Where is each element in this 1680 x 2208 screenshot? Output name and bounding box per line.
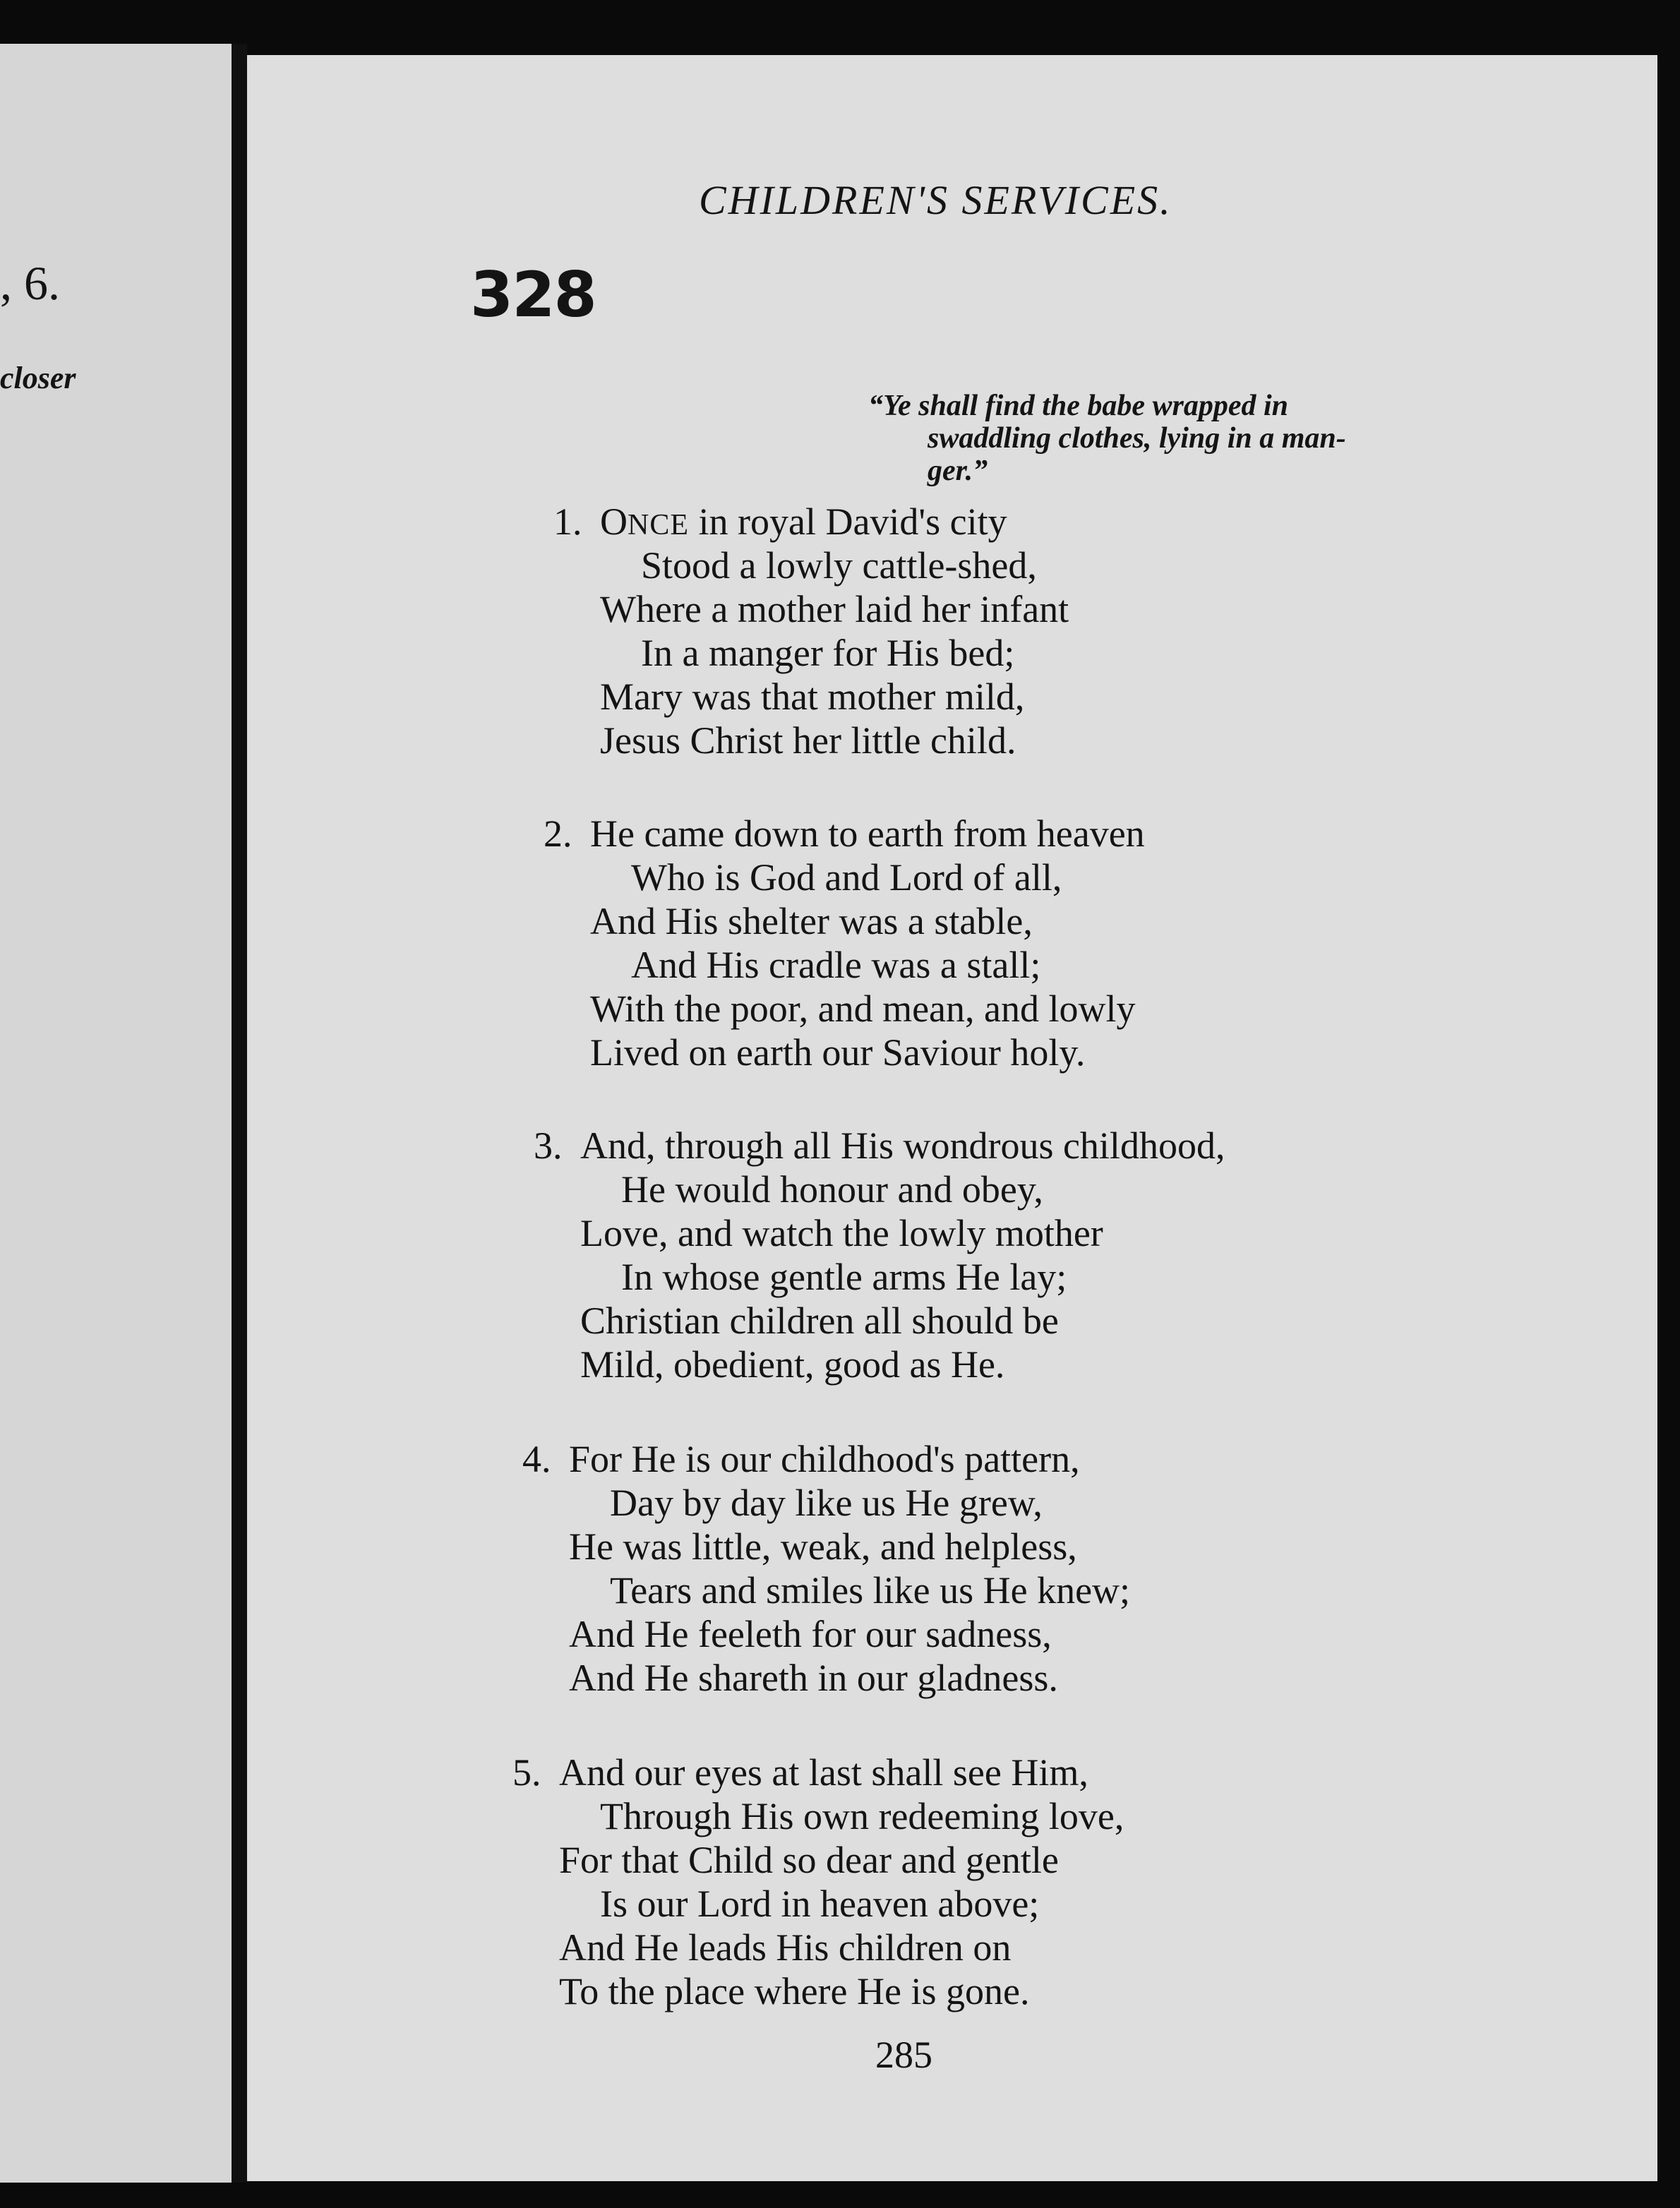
page-number: 285 bbox=[875, 2034, 932, 2076]
stanza-number: 2. bbox=[544, 812, 572, 855]
verse-line: Who is God and Lord of all, bbox=[631, 856, 1062, 899]
epigraph-line: swaddling clothes, lying in a man- bbox=[928, 422, 1346, 455]
small-caps-word: NCE bbox=[628, 509, 689, 541]
verse-line bbox=[522, 1437, 1487, 1481]
stanza-4 bbox=[522, 1437, 1487, 1700]
stanza-number: 4. bbox=[522, 1438, 551, 1480]
verse-line: Lived on earth our Saviour holy. bbox=[590, 1031, 1086, 1074]
verse-text: For He is our childhood's pattern, bbox=[569, 1438, 1080, 1480]
verse-text: He came down to earth from heaven bbox=[590, 812, 1145, 855]
stanza-1 bbox=[553, 500, 1518, 762]
epigraph-line: “Ye shall find the babe wrapped in bbox=[868, 390, 1289, 422]
verse-line: Mary was that mother mild, bbox=[600, 676, 1025, 718]
drop-initial: O bbox=[600, 500, 628, 543]
left-page-text-fragment: , 6. bbox=[0, 256, 60, 310]
verse-line: He would honour and obey, bbox=[621, 1168, 1043, 1211]
hymn-number: 328 bbox=[470, 258, 596, 331]
verse-line: Stood a lowly cattle-shed, bbox=[641, 544, 1037, 587]
verse-text: And, through all His wondrous childhood, bbox=[580, 1124, 1225, 1167]
verse-line: Where a mother laid her infant bbox=[600, 588, 1069, 630]
stanza-2 bbox=[544, 812, 1508, 1074]
verse-text: in royal David's city bbox=[689, 500, 1007, 543]
verse-line: And He feeleth for our sadness, bbox=[569, 1613, 1052, 1655]
left-page-text-fragment: closer bbox=[0, 361, 76, 395]
running-head: CHILDREN'S SERVICES. bbox=[699, 177, 1172, 223]
epigraph-line: ger.” bbox=[928, 455, 988, 487]
verse-line: And He leads His children on bbox=[559, 1926, 1012, 1969]
verse-line bbox=[512, 1751, 1477, 1794]
verse-line: Through His own redeeming love, bbox=[600, 1795, 1124, 1837]
stanza-3 bbox=[534, 1124, 1498, 1386]
verse-line: And His shelter was a stable, bbox=[590, 900, 1033, 942]
verse-line: And His cradle was a stall; bbox=[631, 944, 1041, 986]
verse-line: For that Child so dear and gentle bbox=[559, 1839, 1059, 1881]
verse-line: And He shareth in our gladness. bbox=[569, 1657, 1058, 1699]
verse-line: He was little, weak, and helpless, bbox=[569, 1525, 1077, 1568]
verse-line: In whose gentle arms He lay; bbox=[621, 1256, 1067, 1298]
verse-line bbox=[544, 812, 1508, 856]
verse-text: And our eyes at last shall see Him, bbox=[559, 1751, 1088, 1794]
stanza-number: 3. bbox=[534, 1124, 563, 1167]
verse-line: Day by day like us He grew, bbox=[610, 1482, 1043, 1524]
verse-line: Love, and watch the lowly mother bbox=[580, 1212, 1103, 1254]
verse-line: Tears and smiles like us He knew; bbox=[610, 1569, 1131, 1612]
verse-line bbox=[534, 1124, 1498, 1168]
verse-line: With the poor, and mean, and lowly bbox=[590, 988, 1136, 1030]
verse-line: Is our Lord in heaven above; bbox=[600, 1883, 1040, 1925]
stanza-5 bbox=[512, 1751, 1477, 2013]
epigraph bbox=[868, 390, 1489, 487]
left-page-edge bbox=[0, 44, 232, 2183]
verse-line bbox=[553, 500, 1518, 544]
verse-line: Christian children all should be bbox=[580, 1300, 1059, 1342]
book-gutter bbox=[232, 44, 247, 2183]
stanza-number: 5. bbox=[512, 1751, 541, 1794]
verse-line: Jesus Christ her little child. bbox=[600, 719, 1016, 762]
verse-line: To the place where He is gone. bbox=[559, 1970, 1030, 2012]
stanza-number: 1. bbox=[553, 500, 582, 543]
verse-line: In a manger for His bed; bbox=[641, 632, 1015, 674]
verse-line: Mild, obedient, good as He. bbox=[580, 1343, 1005, 1386]
